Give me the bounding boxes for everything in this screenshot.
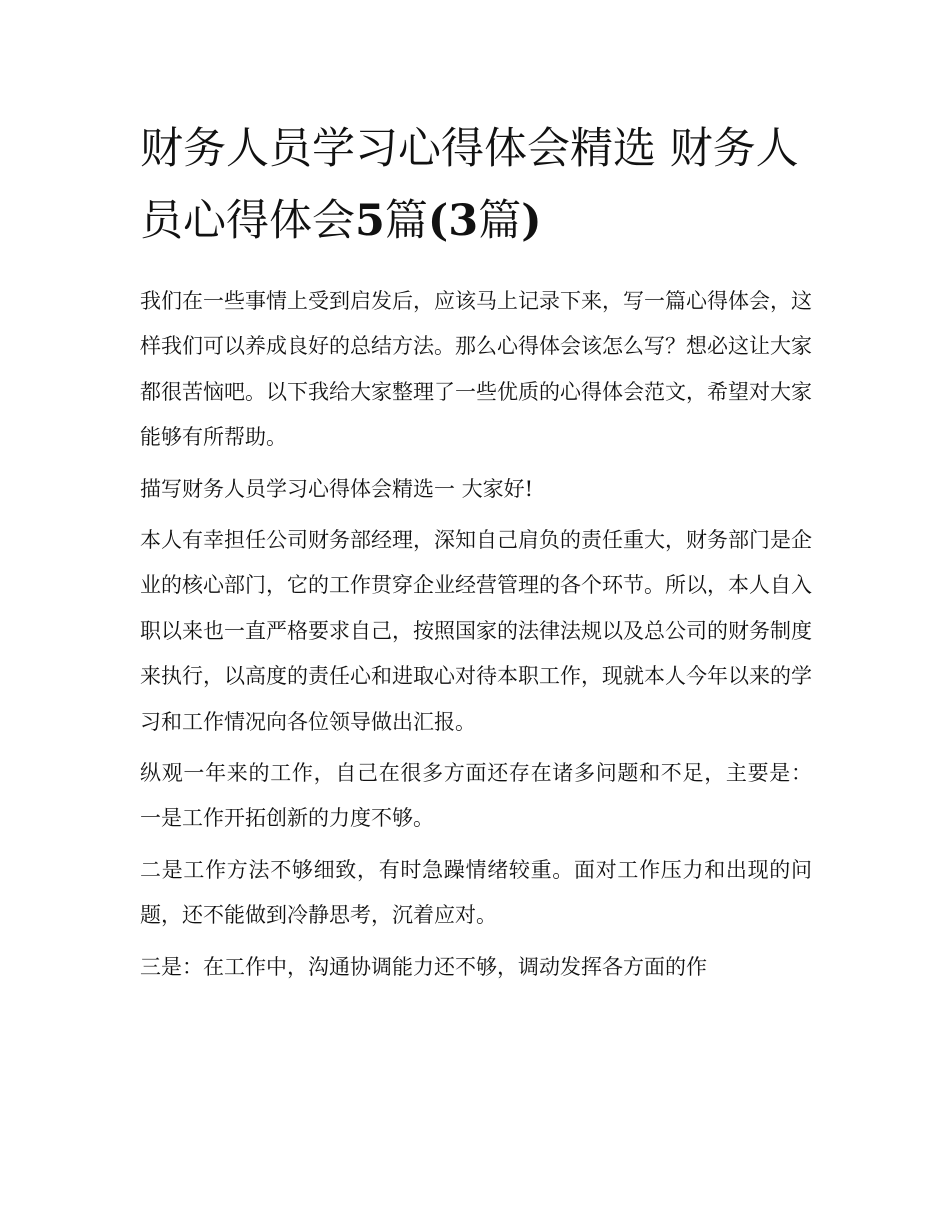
document-body xyxy=(140,113,812,996)
paragraph-problems-overview: 纵观一年来的工作，自己在很多方面还存在诸多问题和不足，主要是： 一是工作开拓创新的力度不够。 xyxy=(140,761,812,831)
paragraph-problem-two: 二是工作方法不够细致，有时急躁情绪较重。面对工作压力和出现的问题，还不能做到冷静思考，沉着应对。 xyxy=(140,857,812,928)
paragraph-intro: 我们在一些事情上受到启发后，应该马上记录下来，写一篇心得体会，这样我们可以养成良好的总结方法。那么心得体会该怎么写？想必这让大家都很苦恼吧。以下我给大家整理了一些优质的心得体会范文，希望对大家能够有所帮助。 xyxy=(140,289,812,450)
paragraph-section-heading: 描写财务人员学习心得体会精选一 大家好! xyxy=(140,476,534,501)
document-title: 财务人员学习心得体会精选 财务人员心得体会5篇(3篇) xyxy=(140,124,799,246)
paragraph-problem-three: 三是：在工作中，沟通协调能力还不够，调动发挥各方面的作 xyxy=(140,954,707,979)
paragraph-self-introduction: 本人有幸担任公司财务部经理，深知自己肩负的责任重大，财务部门是企业的核心部门，它的工作贯穿企业经营管理的各个环节。所以，本人自入职以来也一直严格要求自己，按照国家的法律法规以及总公司的财务制度来执行，以高度的责任心和进取心对待本职工作，现就本人今年以来的学习和工作情况向各位领导做出汇报。 xyxy=(140,528,812,734)
